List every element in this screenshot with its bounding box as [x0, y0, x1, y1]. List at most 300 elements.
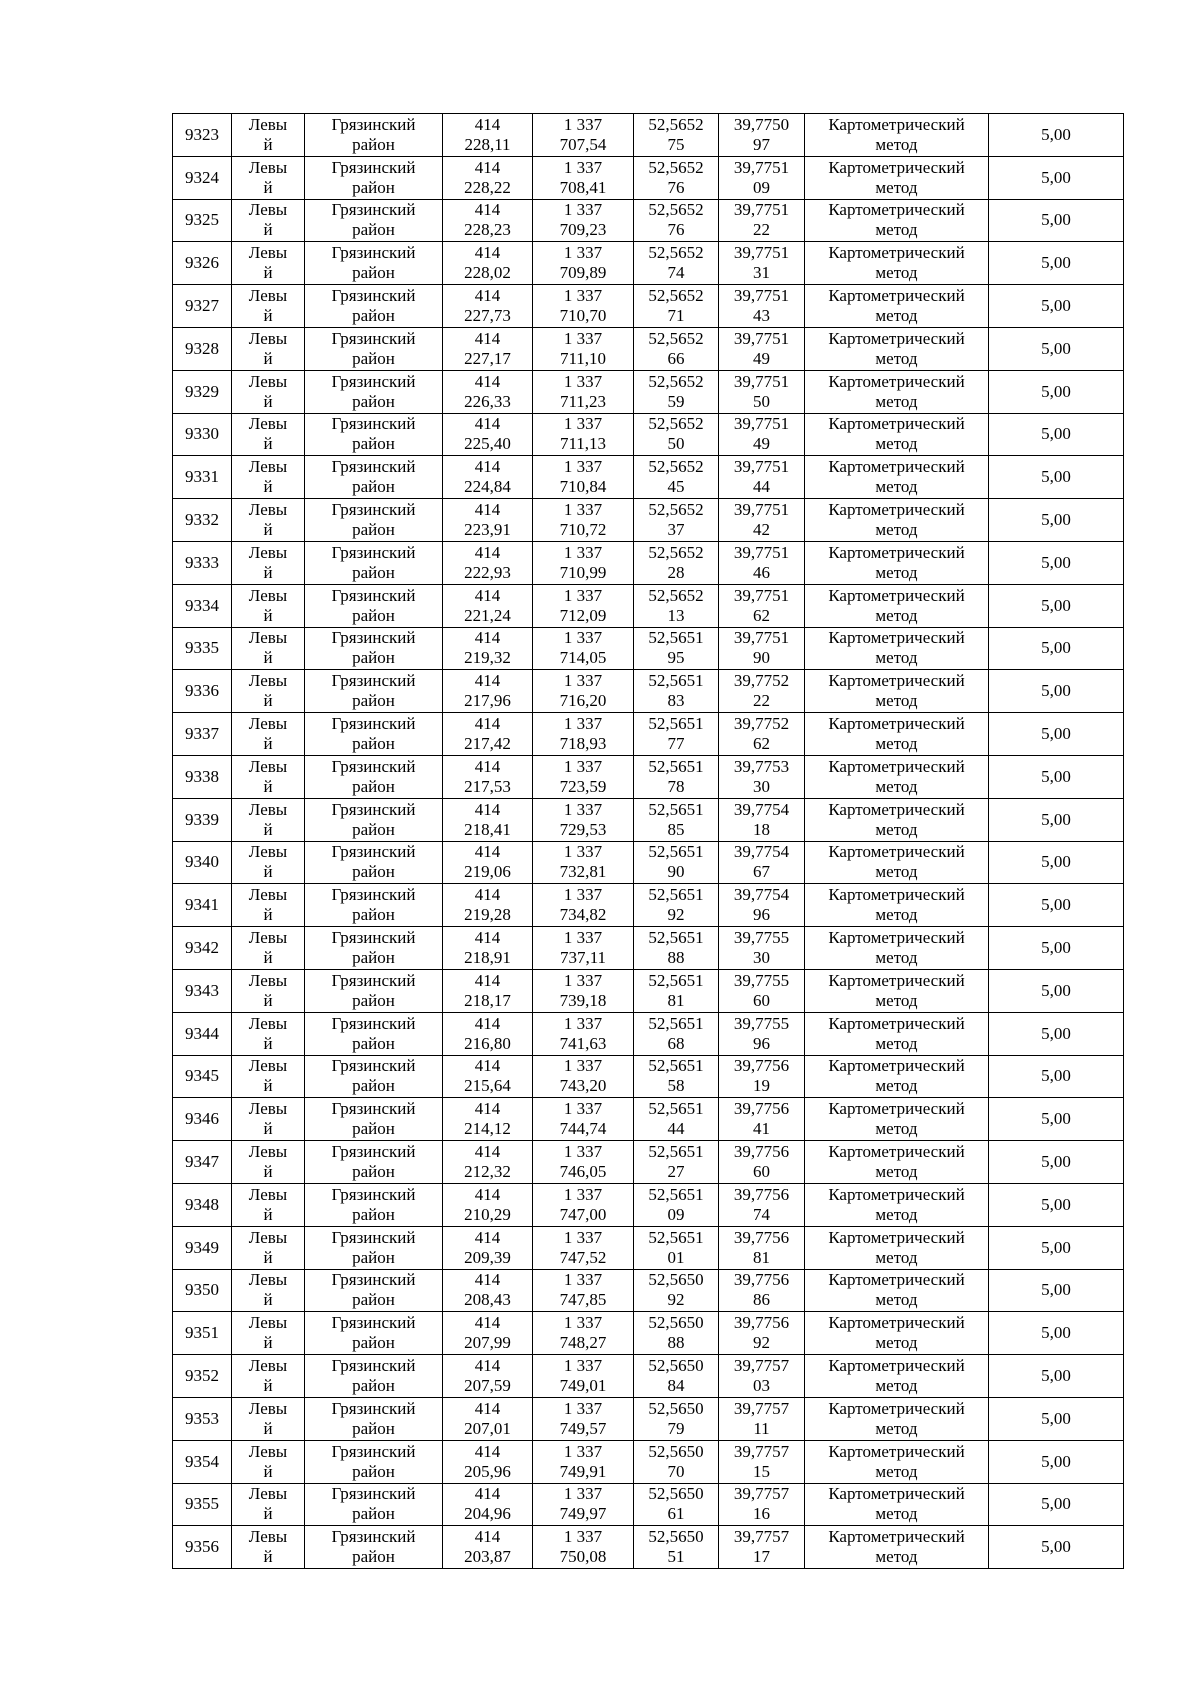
longitude-cell — [719, 199, 805, 242]
x-coordinate-line: 414 — [474, 842, 501, 862]
y-coordinate-line: 1 337 — [563, 1270, 603, 1290]
district-line: Грязинский — [331, 671, 416, 691]
y-coordinate-line: 1 337 — [563, 328, 603, 348]
x-coordinate-line: 224,84 — [464, 477, 511, 497]
latitude-line: 52,5651 — [648, 1184, 704, 1204]
latitude-line: 52,5650 — [648, 1313, 704, 1333]
x-coordinate-line: 414 — [474, 114, 501, 134]
longitude-line: 39,7755 — [733, 1013, 790, 1033]
x-coordinate-line: 414 — [474, 371, 501, 391]
side-line: й — [263, 734, 273, 754]
side-line: й — [263, 1461, 273, 1481]
y-coordinate-line: 1 337 — [563, 1099, 603, 1119]
method-cell — [805, 1440, 989, 1483]
y-coordinate-line: 1 337 — [563, 1313, 603, 1333]
method-cell — [805, 1312, 989, 1355]
point-number-cell: 9339 — [173, 798, 232, 841]
x-coordinate-line: 414 — [474, 585, 501, 605]
point-number-cell: 9349 — [173, 1226, 232, 1269]
accuracy-cell: 5,00 — [989, 584, 1124, 627]
y-coordinate-line: 709,89 — [559, 263, 607, 283]
latitude-cell — [634, 713, 719, 756]
side-line: Левы — [248, 286, 288, 306]
side-line: Левы — [248, 970, 288, 990]
table-row — [173, 541, 1124, 584]
method-line: Картометрический — [828, 243, 965, 263]
point-number-cell: 9356 — [173, 1526, 232, 1569]
y-coordinate-cell — [533, 370, 634, 413]
side-line: й — [263, 1418, 273, 1438]
longitude-cell — [719, 1355, 805, 1398]
longitude-line: 39,7751 — [733, 243, 790, 263]
longitude-line: 67 — [753, 862, 770, 882]
method-line: метод — [875, 862, 918, 882]
longitude-line: 39,7757 — [733, 1527, 790, 1547]
method-line: Картометрический — [828, 457, 965, 477]
side-cell — [232, 713, 305, 756]
district-line: район — [352, 1247, 395, 1267]
longitude-cell — [719, 1226, 805, 1269]
x-coordinate-line: 414 — [474, 928, 501, 948]
method-cell — [805, 1526, 989, 1569]
side-line: й — [263, 391, 273, 411]
y-coordinate-line: 1 337 — [563, 1356, 603, 1375]
side-line: Левы — [248, 1398, 288, 1418]
accuracy-cell: 5,00 — [989, 327, 1124, 370]
method-line: Картометрический — [828, 114, 965, 134]
longitude-cell — [719, 1141, 805, 1184]
y-coordinate-line: 1 337 — [563, 1056, 603, 1076]
longitude-cell — [719, 1098, 805, 1141]
longitude-line: 74 — [753, 1204, 770, 1224]
method-cell — [805, 541, 989, 584]
latitude-cell — [634, 1269, 719, 1312]
table-row — [173, 798, 1124, 841]
y-coordinate-line: 716,20 — [559, 691, 607, 711]
side-cell — [232, 627, 305, 670]
point-number-cell: 9340 — [173, 841, 232, 884]
y-coordinate-line: 749,57 — [559, 1418, 607, 1438]
method-line: метод — [875, 605, 918, 625]
latitude-line: 52,5651 — [648, 928, 704, 948]
method-cell — [805, 1141, 989, 1184]
side-line: й — [263, 1333, 273, 1353]
longitude-cell — [719, 841, 805, 884]
x-coordinate-line: 208,43 — [464, 1290, 511, 1310]
y-coordinate-line: 1 337 — [563, 243, 603, 263]
longitude-line: 39,7752 — [733, 714, 790, 734]
x-coordinate-cell — [443, 713, 533, 756]
y-coordinate-line: 739,18 — [559, 990, 607, 1010]
method-line: Картометрический — [828, 628, 965, 648]
accuracy-cell: 5,00 — [989, 884, 1124, 927]
longitude-cell — [719, 584, 805, 627]
x-coordinate-line: 203,87 — [464, 1547, 511, 1567]
district-cell — [305, 798, 443, 841]
latitude-line: 52,5650 — [648, 1441, 704, 1461]
longitude-cell — [719, 1055, 805, 1098]
x-coordinate-line: 414 — [474, 714, 501, 734]
table-row — [173, 1397, 1124, 1440]
x-coordinate-cell — [443, 1269, 533, 1312]
side-line: Левы — [248, 1313, 288, 1333]
longitude-cell — [719, 713, 805, 756]
latitude-line: 52,5650 — [648, 1270, 704, 1290]
side-line: Левы — [248, 1527, 288, 1547]
method-line: Картометрический — [828, 500, 965, 520]
side-line: Левы — [248, 628, 288, 648]
method-line: метод — [875, 1333, 918, 1353]
longitude-cell — [719, 499, 805, 542]
point-number-cell: 9343 — [173, 969, 232, 1012]
method-cell — [805, 1183, 989, 1226]
x-coordinate-line: 414 — [474, 286, 501, 306]
method-line: метод — [875, 776, 918, 796]
latitude-line: 52,5650 — [648, 1398, 704, 1418]
accuracy-cell: 5,00 — [989, 285, 1124, 328]
latitude-line: 52,5651 — [648, 799, 704, 819]
side-line: й — [263, 177, 273, 197]
table-row — [173, 456, 1124, 499]
x-coordinate-line: 207,01 — [464, 1418, 511, 1438]
table-row — [173, 370, 1124, 413]
side-line: й — [263, 220, 273, 240]
side-line: Левы — [248, 1056, 288, 1076]
y-coordinate-line: 732,81 — [559, 862, 607, 882]
district-line: Грязинский — [331, 1398, 416, 1418]
y-coordinate-cell — [533, 456, 634, 499]
y-coordinate-cell — [533, 1397, 634, 1440]
district-line: Грязинский — [331, 500, 416, 520]
x-coordinate-cell — [443, 755, 533, 798]
latitude-line: 78 — [667, 776, 685, 796]
method-line: Картометрический — [828, 1142, 965, 1162]
y-coordinate-line: 747,00 — [559, 1204, 607, 1224]
district-line: Грязинский — [331, 200, 416, 220]
x-coordinate-line: 222,93 — [464, 562, 511, 582]
x-coordinate-line: 219,28 — [464, 905, 511, 925]
latitude-cell — [634, 798, 719, 841]
district-cell — [305, 156, 443, 199]
method-line: метод — [875, 1418, 918, 1438]
side-line: Левы — [248, 585, 288, 605]
accuracy-cell: 5,00 — [989, 1098, 1124, 1141]
x-coordinate-cell — [443, 1098, 533, 1141]
district-line: район — [352, 1418, 395, 1438]
accuracy-cell: 5,00 — [989, 114, 1124, 157]
x-coordinate-line: 414 — [474, 1441, 501, 1461]
longitude-cell — [719, 327, 805, 370]
x-coordinate-line: 207,99 — [464, 1333, 511, 1353]
x-coordinate-line: 205,96 — [464, 1461, 511, 1481]
district-cell — [305, 370, 443, 413]
table-row — [173, 755, 1124, 798]
x-coordinate-line: 414 — [474, 1356, 501, 1375]
x-coordinate-line: 414 — [474, 1227, 501, 1247]
side-line: й — [263, 990, 273, 1010]
latitude-cell — [634, 1483, 719, 1526]
district-line: Грязинский — [331, 928, 416, 948]
y-coordinate-cell — [533, 884, 634, 927]
method-cell — [805, 370, 989, 413]
y-coordinate-line: 1 337 — [563, 500, 603, 520]
x-coordinate-cell — [443, 1012, 533, 1055]
side-cell — [232, 1526, 305, 1569]
district-line: Грязинский — [331, 1270, 416, 1290]
longitude-line: 39,7752 — [733, 671, 790, 691]
district-line: Грязинский — [331, 585, 416, 605]
method-cell — [805, 456, 989, 499]
y-coordinate-cell — [533, 1312, 634, 1355]
method-line: Картометрический — [828, 585, 965, 605]
longitude-line: 39,7751 — [733, 628, 790, 648]
latitude-cell — [634, 285, 719, 328]
side-line: й — [263, 306, 273, 326]
method-line: Картометрический — [828, 885, 965, 905]
method-line: Картометрический — [828, 371, 965, 391]
x-coordinate-line: 212,32 — [464, 1162, 511, 1182]
method-line: Картометрический — [828, 1527, 965, 1547]
latitude-line: 52,5650 — [648, 1527, 704, 1547]
district-line: Грязинский — [331, 1184, 416, 1204]
longitude-cell — [719, 1440, 805, 1483]
accuracy-cell: 5,00 — [989, 1483, 1124, 1526]
longitude-cell — [719, 242, 805, 285]
method-line: метод — [875, 648, 918, 668]
method-line: Картометрический — [828, 1398, 965, 1418]
longitude-line: 30 — [753, 776, 770, 796]
district-line: район — [352, 1162, 395, 1182]
x-coordinate-line: 216,80 — [464, 1033, 511, 1053]
x-coordinate-cell — [443, 1226, 533, 1269]
district-line: Грязинский — [331, 114, 416, 134]
table-row — [173, 627, 1124, 670]
y-coordinate-line: 1 337 — [563, 414, 603, 434]
longitude-line: 03 — [753, 1376, 770, 1395]
latitude-line: 52,5651 — [648, 885, 704, 905]
latitude-line: 52,5652 — [648, 500, 704, 520]
accuracy-cell: 5,00 — [989, 1055, 1124, 1098]
side-line: Левы — [248, 1013, 288, 1033]
side-cell — [232, 1269, 305, 1312]
latitude-cell — [634, 1312, 719, 1355]
table-row — [173, 884, 1124, 927]
longitude-line: 43 — [753, 306, 770, 326]
x-coordinate-line: 215,64 — [464, 1076, 511, 1096]
district-line: Грязинский — [331, 1056, 416, 1076]
accuracy-cell: 5,00 — [989, 541, 1124, 584]
district-line: район — [352, 1204, 395, 1224]
method-line: метод — [875, 1376, 918, 1395]
district-line: район — [352, 562, 395, 582]
latitude-line: 90 — [667, 862, 685, 882]
longitude-line: 97 — [753, 134, 770, 154]
side-line: й — [263, 905, 273, 925]
side-line: Левы — [248, 500, 288, 520]
latitude-line: 71 — [667, 306, 685, 326]
x-coordinate-line: 414 — [474, 157, 501, 177]
accuracy-cell: 5,00 — [989, 1012, 1124, 1055]
table-row — [173, 713, 1124, 756]
side-line: й — [263, 948, 273, 968]
y-coordinate-line: 1 337 — [563, 928, 603, 948]
table-row — [173, 1483, 1124, 1526]
x-coordinate-line: 221,24 — [464, 605, 511, 625]
district-line: район — [352, 605, 395, 625]
accuracy-cell: 5,00 — [989, 755, 1124, 798]
accuracy-cell: 5,00 — [989, 413, 1124, 456]
method-line: Картометрический — [828, 842, 965, 862]
y-coordinate-line: 1 337 — [563, 200, 603, 220]
side-cell — [232, 1183, 305, 1226]
district-line: район — [352, 990, 395, 1010]
latitude-cell — [634, 1355, 719, 1398]
x-coordinate-cell — [443, 327, 533, 370]
district-line: Грязинский — [331, 842, 416, 862]
y-coordinate-line: 709,23 — [559, 220, 607, 240]
x-coordinate-cell — [443, 969, 533, 1012]
method-line: метод — [875, 434, 918, 454]
district-line: район — [352, 734, 395, 754]
y-coordinate-cell — [533, 755, 634, 798]
latitude-line: 61 — [667, 1504, 685, 1524]
y-coordinate-cell — [533, 798, 634, 841]
x-coordinate-line: 414 — [474, 457, 501, 477]
table-row — [173, 499, 1124, 542]
district-cell — [305, 1055, 443, 1098]
x-coordinate-cell — [443, 927, 533, 970]
y-coordinate-cell — [533, 841, 634, 884]
accuracy-cell: 5,00 — [989, 156, 1124, 199]
side-line: й — [263, 1033, 273, 1053]
district-line: Грязинский — [331, 1099, 416, 1119]
latitude-line: 27 — [667, 1162, 685, 1182]
district-line: Грязинский — [331, 1013, 416, 1033]
x-coordinate-cell — [443, 670, 533, 713]
longitude-line: 39,7755 — [733, 928, 790, 948]
method-line: метод — [875, 134, 918, 154]
side-line: й — [263, 605, 273, 625]
x-coordinate-cell — [443, 1355, 533, 1398]
side-cell — [232, 1397, 305, 1440]
district-line: Грязинский — [331, 970, 416, 990]
longitude-line: 39,7757 — [733, 1441, 790, 1461]
method-line: метод — [875, 691, 918, 711]
y-coordinate-line: 743,20 — [559, 1076, 607, 1096]
method-line: Картометрический — [828, 799, 965, 819]
latitude-cell — [634, 541, 719, 584]
y-coordinate-line: 1 337 — [563, 1527, 603, 1547]
x-coordinate-line: 218,91 — [464, 948, 511, 968]
method-line: Картометрический — [828, 157, 965, 177]
x-coordinate-cell — [443, 798, 533, 841]
y-coordinate-line: 1 337 — [563, 628, 603, 648]
table-row — [173, 156, 1124, 199]
latitude-line: 84 — [667, 1376, 685, 1395]
table-row — [173, 1355, 1124, 1398]
table-row — [173, 327, 1124, 370]
method-cell — [805, 413, 989, 456]
side-cell — [232, 499, 305, 542]
latitude-cell — [634, 1526, 719, 1569]
y-coordinate-line: 749,01 — [559, 1376, 607, 1395]
y-coordinate-cell — [533, 1269, 634, 1312]
latitude-line: 92 — [667, 905, 685, 925]
point-number-cell: 9342 — [173, 927, 232, 970]
district-cell — [305, 927, 443, 970]
side-line: й — [263, 1376, 273, 1395]
latitude-cell — [634, 841, 719, 884]
district-cell — [305, 1269, 443, 1312]
method-line: Картометрический — [828, 714, 965, 734]
method-line: метод — [875, 1290, 918, 1310]
longitude-line: 09 — [753, 177, 770, 197]
y-coordinate-line: 711,23 — [559, 391, 607, 411]
table-row — [173, 1012, 1124, 1055]
district-cell — [305, 541, 443, 584]
x-coordinate-line: 228,02 — [464, 263, 511, 283]
longitude-line: 30 — [753, 948, 770, 968]
longitude-line: 39,7751 — [733, 542, 790, 562]
latitude-line: 52,5652 — [648, 457, 704, 477]
y-coordinate-line: 737,11 — [559, 948, 607, 968]
x-coordinate-line: 414 — [474, 500, 501, 520]
y-coordinate-line: 712,09 — [559, 605, 607, 625]
x-coordinate-line: 219,06 — [464, 862, 511, 882]
latitude-line: 95 — [667, 648, 685, 668]
longitude-line: 39,7756 — [733, 1313, 790, 1333]
y-coordinate-line: 1 337 — [563, 671, 603, 691]
method-line: метод — [875, 177, 918, 197]
longitude-line: 92 — [753, 1333, 770, 1353]
longitude-line: 39,7756 — [733, 1142, 790, 1162]
district-cell — [305, 969, 443, 1012]
y-coordinate-cell — [533, 969, 634, 1012]
longitude-line: 39,7751 — [733, 157, 790, 177]
method-line: метод — [875, 562, 918, 582]
district-cell — [305, 456, 443, 499]
longitude-cell — [719, 370, 805, 413]
longitude-line: 39,7754 — [733, 885, 790, 905]
district-line: район — [352, 477, 395, 497]
y-coordinate-line: 1 337 — [563, 1184, 603, 1204]
method-line: метод — [875, 1076, 918, 1096]
y-coordinate-line: 714,05 — [559, 648, 607, 668]
point-number-cell: 9352 — [173, 1355, 232, 1398]
longitude-line: 39,7751 — [733, 414, 790, 434]
table-row — [173, 1098, 1124, 1141]
y-coordinate-line: 1 337 — [563, 970, 603, 990]
district-line: район — [352, 177, 395, 197]
district-line: Грязинский — [331, 414, 416, 434]
district-cell — [305, 242, 443, 285]
latitude-line: 83 — [667, 691, 685, 711]
y-coordinate-line: 711,13 — [559, 434, 607, 454]
district-cell — [305, 884, 443, 927]
district-cell — [305, 285, 443, 328]
method-cell — [805, 1397, 989, 1440]
accuracy-cell: 5,00 — [989, 1397, 1124, 1440]
longitude-cell — [719, 755, 805, 798]
latitude-cell — [634, 242, 719, 285]
side-cell — [232, 1312, 305, 1355]
district-line: район — [352, 1461, 395, 1481]
x-coordinate-line: 227,73 — [464, 306, 511, 326]
x-coordinate-line: 414 — [474, 885, 501, 905]
method-line: Картометрический — [828, 1270, 965, 1290]
district-cell — [305, 1098, 443, 1141]
district-line: район — [352, 776, 395, 796]
